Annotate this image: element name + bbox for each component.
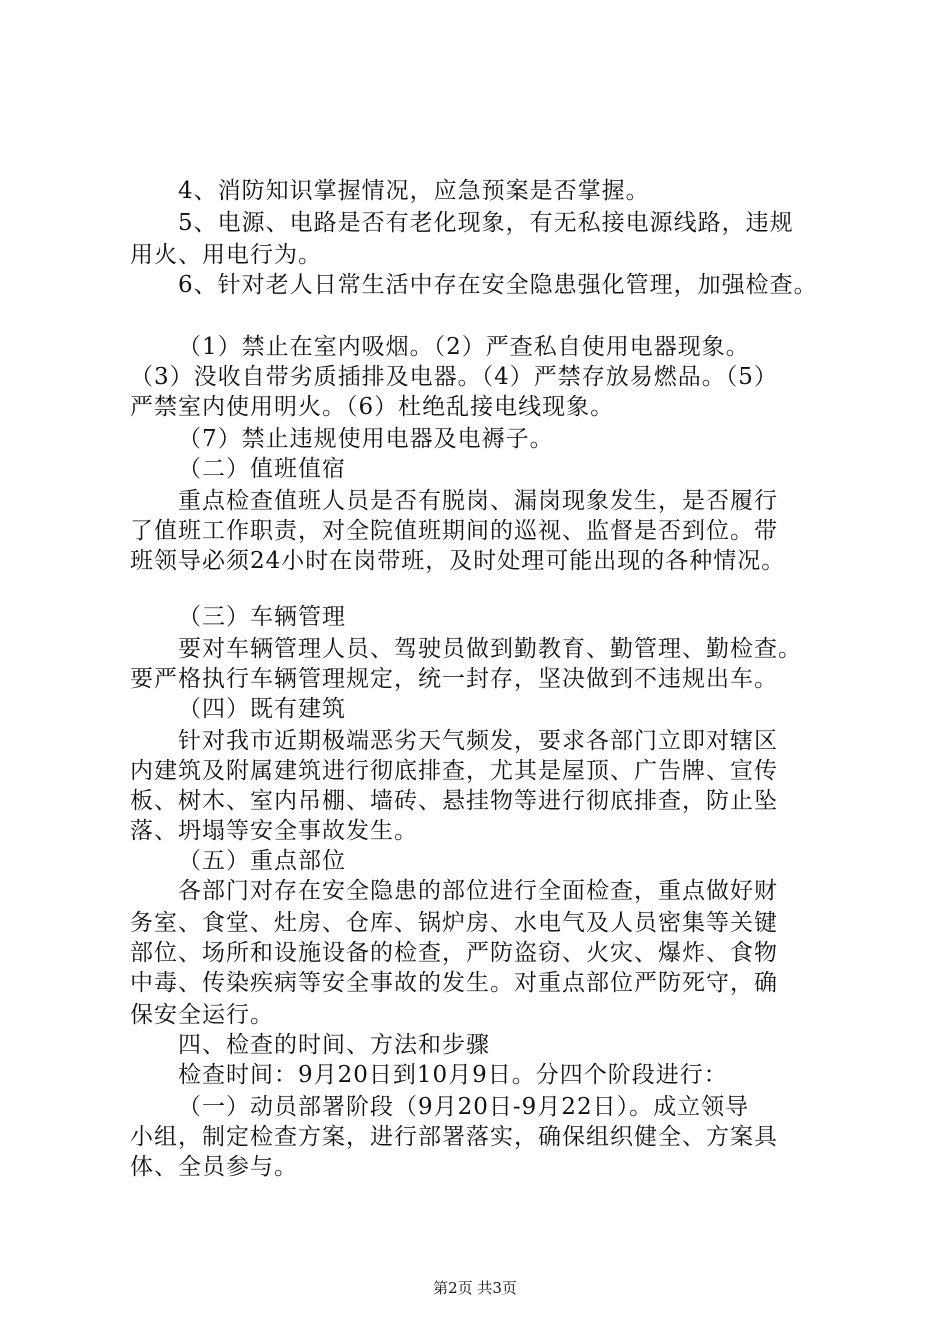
text-line: 重点检查值班人员是否有脱岗、漏岗现象发生，是否履行 bbox=[178, 488, 778, 514]
text-line: 板、树木、室内吊棚、墙砖、悬挂物等进行彻底排查，防止坠 bbox=[130, 788, 778, 814]
section-heading: （四）既有建筑 bbox=[178, 696, 346, 722]
page-footer: 第2页 共3页 bbox=[433, 1279, 517, 1297]
section-heading: （五）重点部位 bbox=[178, 848, 346, 874]
text-line: 针对我市近期极端恶劣天气频发，要求各部门立即对辖区 bbox=[178, 728, 778, 754]
text-line: 中毒、传染疾病等安全事故的发生。对重点部位严防死守，确 bbox=[130, 970, 778, 996]
text-line: 要严格执行车辆管理规定，统一封存，坚决做到不违规出车。 bbox=[130, 666, 778, 692]
text-line: 4、消防知识掌握情况，应急预案是否掌握。 bbox=[178, 178, 650, 204]
text-line: 各部门对存在安全隐患的部位进行全面检查，重点做好财 bbox=[178, 878, 778, 904]
text-line: （3）没收自带劣质插排及电器。（4）严禁存放易燃品。（5） bbox=[130, 364, 778, 390]
text-line: 保安全运行。 bbox=[130, 1002, 274, 1028]
text-line: 部位、场所和设施设备的检查，严防盗窃、火灾、爆炸、食物 bbox=[130, 940, 778, 966]
text-line: 体、全员参与。 bbox=[130, 1154, 298, 1180]
text-line: 务室、食堂、灶房、仓库、锅炉房、水电气及人员密集等关键 bbox=[130, 910, 778, 936]
text-line: 了值班工作职责，对全院值班期间的巡视、监督是否到位。带 bbox=[130, 518, 778, 544]
text-line: 落、坍塌等安全事故发生。 bbox=[130, 818, 418, 844]
text-line: 严禁室内使用明火。（6）杜绝乱接电线现象。 bbox=[130, 394, 615, 420]
text-line: 6、针对老人日常生活中存在安全隐患强化管理，加强检查。 bbox=[178, 272, 818, 298]
text-line: （7）禁止违规使用电器及电褥子。 bbox=[178, 426, 554, 452]
text-line: 检查时间：9月20日到10月9日。分四个阶段进行： bbox=[178, 1062, 728, 1088]
text-line: 要对车辆管理人员、驾驶员做到勤教育、勤管理、勤检查。 bbox=[178, 636, 802, 662]
section-heading: （三）车辆管理 bbox=[178, 604, 346, 630]
section-heading: 四、检查的时间、方法和步骤 bbox=[178, 1032, 490, 1058]
text-line: （一）动员部署阶段（9月20日-9月22日）。成立领导 bbox=[178, 1094, 750, 1120]
text-line: 班领导必须24小时在岗带班，及时处理可能出现的各种情况。 bbox=[130, 548, 786, 574]
text-line: 内建筑及附属建筑进行彻底排查，尤其是屋顶、广告牌、宣传 bbox=[130, 758, 778, 784]
text-line: （1）禁止在室内吸烟。（2）严查私自使用电器现象。 bbox=[178, 334, 750, 360]
text-line: 用火、用电行为。 bbox=[130, 242, 322, 268]
text-line: 5、电源、电路是否有老化现象，有无私接电源线路，违规 bbox=[178, 210, 794, 236]
section-heading: （二）值班值宿 bbox=[178, 456, 346, 482]
text-line: 小组，制定检查方案，进行部署落实，确保组织健全、方案具 bbox=[130, 1124, 778, 1150]
